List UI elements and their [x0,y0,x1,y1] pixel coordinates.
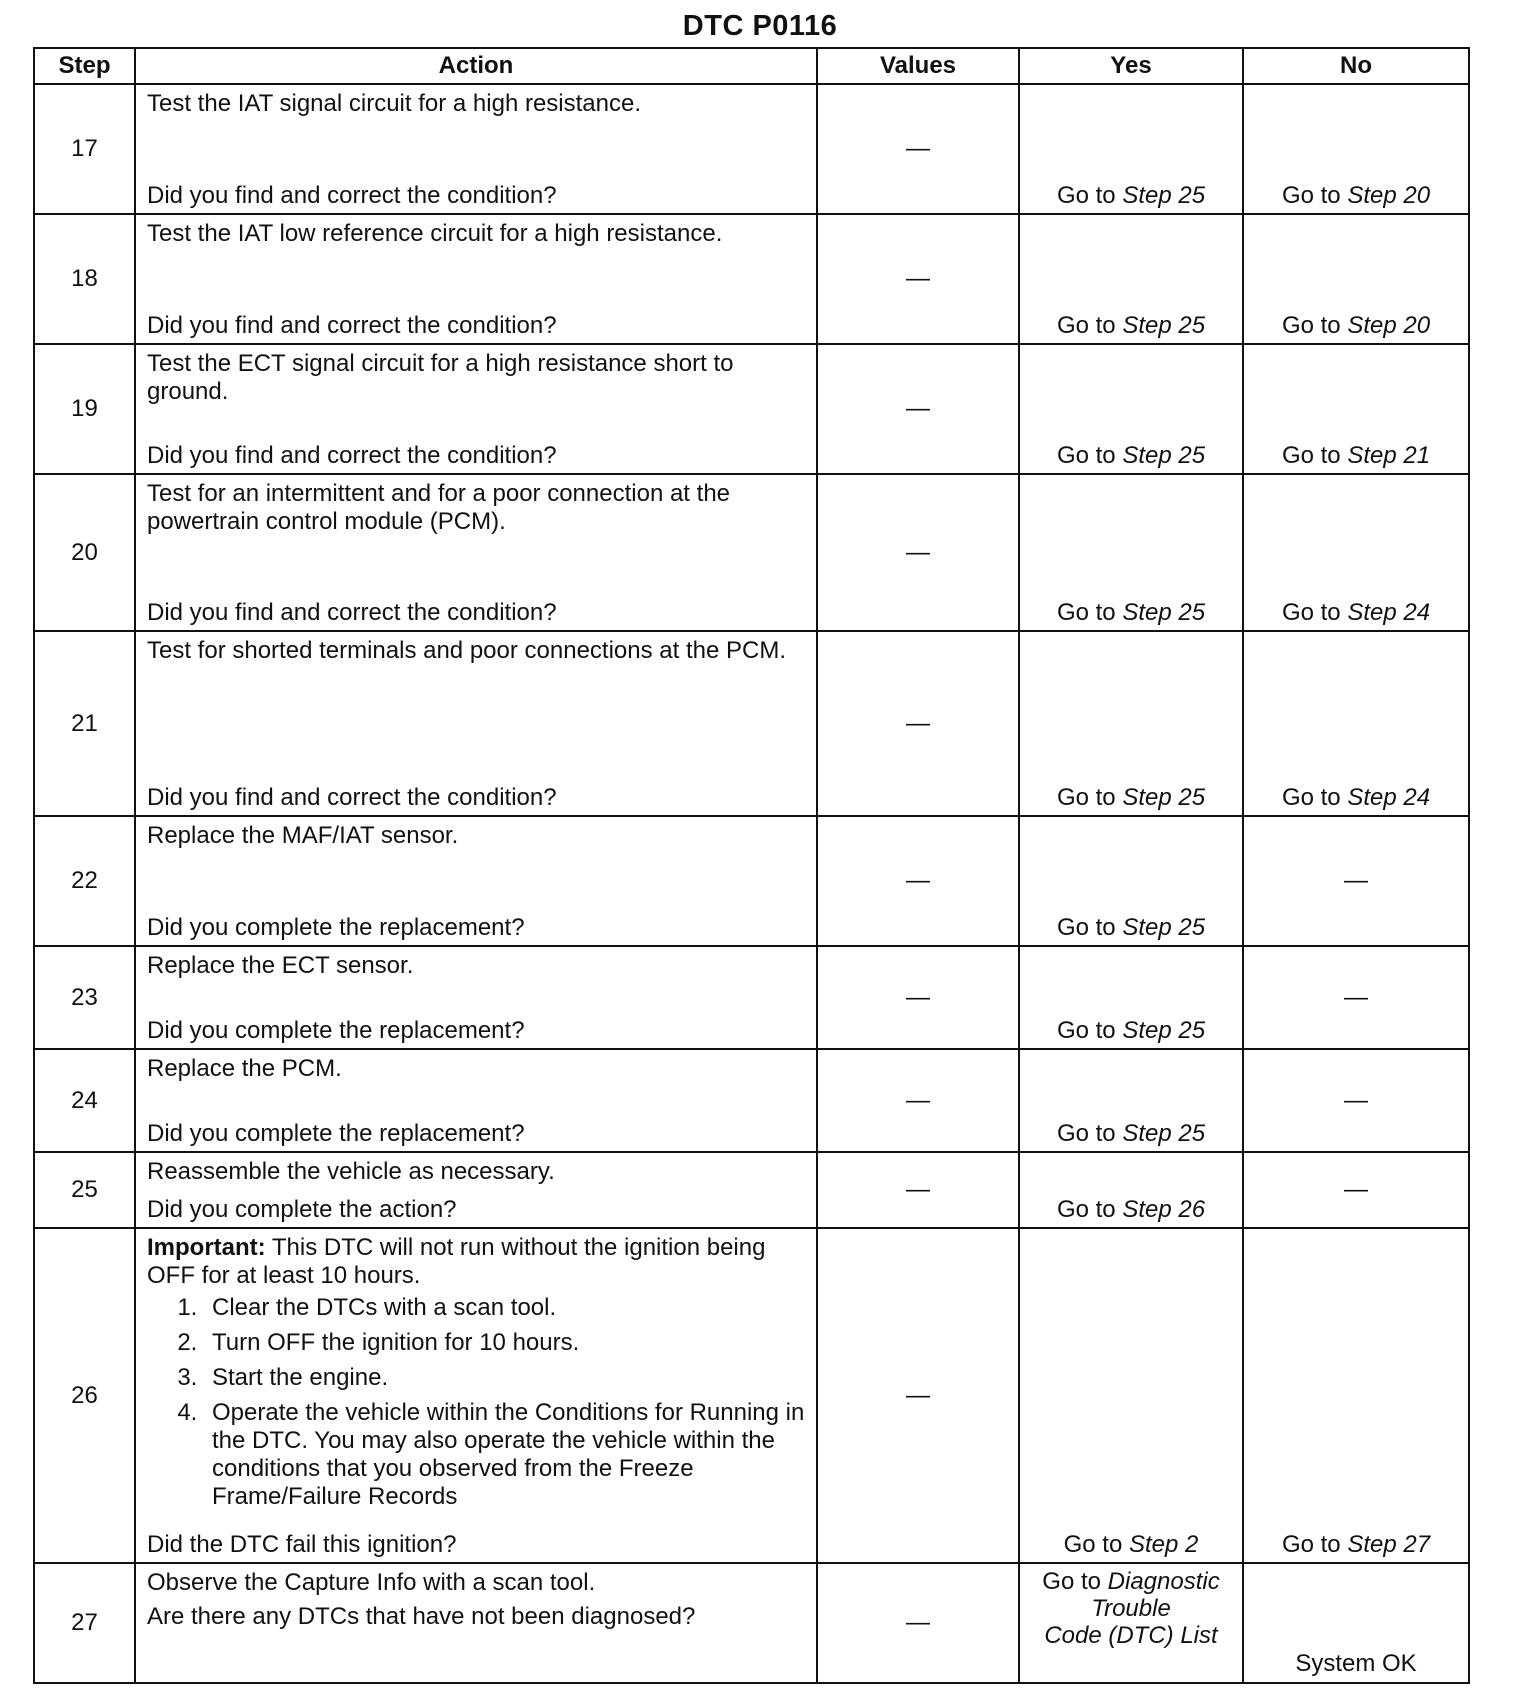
list-item: 4. Operate the vehicle within the Conditions for Running in the DTC. You may also operate the vehicle within the conditions that you observed from the Freeze Frame/Failure Records [204,1399,806,1511]
step-number: 25 [34,1152,135,1228]
action-question: Are there any DTCs that have not been diagnosed? [147,1603,696,1630]
table-row [34,1563,1469,1683]
goto-label: Go to [1056,599,1116,626]
header-no: No [1243,48,1469,84]
yes-target[interactable]: Step 25 [1122,1017,1206,1044]
action-cell [135,1228,817,1563]
action-text: Replace the MAF/IAT sensor. [147,822,459,849]
no-cell: — [1243,946,1469,1049]
no-cell [1243,631,1469,816]
action-cell [135,214,817,344]
header-row [34,48,1469,84]
action-cell [135,946,817,1049]
diagnostic-table [33,47,1470,1684]
no-cell: — [1243,1049,1469,1152]
action-question: Did you find and correct the condition? [147,182,557,209]
no-cell: — [1243,1152,1469,1228]
step-number: 22 [34,816,135,946]
goto-label: Go to [1281,1531,1341,1558]
yes-target[interactable]: Step 2 [1128,1531,1199,1558]
table-row [34,1228,1469,1563]
goto-label: Go to [1056,182,1116,209]
values-cell: — [817,1049,1019,1152]
table-row [34,214,1469,344]
yes-cell [1019,344,1243,474]
action-cell [135,344,817,474]
goto-label: Go to [1281,182,1341,209]
action-text: Reassemble the vehicle as necessary. [147,1158,555,1185]
action-cell [135,1152,817,1228]
step-number: 20 [34,474,135,631]
yes-target-line3[interactable]: Code (DTC) List [1044,1622,1218,1649]
step-number: 17 [34,84,135,214]
table-row [34,946,1469,1049]
action-cell [135,474,817,631]
header-values: Values [817,48,1019,84]
values-cell: — [817,84,1019,214]
goto-label: Go to [1056,312,1116,339]
table-row [34,1049,1469,1152]
values-cell: — [817,474,1019,631]
important-text: This DTC will not run without the ignition being OFF for at least 10 hours. [147,1234,766,1289]
yes-cell [1019,84,1243,214]
step-number: 26 [34,1228,135,1563]
list-item: 3. Start the engine. [204,1364,806,1392]
action-cell [135,84,817,214]
values-cell: — [817,1563,1019,1683]
step-number: 23 [34,946,135,1049]
action-question: Did you complete the replacement? [147,914,525,941]
action-question: Did you complete the action? [147,1196,457,1223]
yes-cell [1019,631,1243,816]
action-text: Test for shorted terminals and poor connections at the PCM. [147,637,786,664]
header-action: Action [135,48,817,84]
goto-label: Go to [1281,312,1341,339]
procedure-list [147,1294,806,1511]
table-row [34,344,1469,474]
no-cell [1243,214,1469,344]
list-item: 2. Turn OFF the ignition for 10 hours. [204,1329,806,1357]
action-question: Did the DTC fail this ignition? [147,1531,457,1558]
header-step: Step [34,48,135,84]
action-question: Did you complete the replacement? [147,1017,525,1044]
goto-label: Go to [1056,1017,1116,1044]
yes-target[interactable]: Diagnostic [1107,1568,1220,1595]
yes-target-line2[interactable]: Trouble [1091,1595,1171,1622]
important-label: Important: [147,1234,266,1261]
goto-label: Go to [1056,914,1116,941]
action-cell [135,631,817,816]
action-text: Replace the PCM. [147,1055,342,1082]
goto-label: Go to [1056,442,1116,469]
values-cell: — [817,816,1019,946]
yes-target[interactable]: Step 25 [1122,599,1206,626]
yes-cell [1019,1228,1243,1563]
page-title: DTC P0116 [682,10,838,42]
action-question: Did you find and correct the condition? [147,599,557,626]
yes-cell [1019,946,1243,1049]
no-target[interactable]: Step 20 [1347,312,1431,339]
no-cell [1243,344,1469,474]
action-text: Replace the ECT sensor. [147,952,414,979]
yes-target[interactable]: Step 25 [1122,182,1206,209]
values-cell: — [817,214,1019,344]
step-number: 18 [34,214,135,344]
values-cell: — [817,344,1019,474]
yes-cell [1019,1152,1243,1228]
yes-target[interactable]: Step 25 [1122,914,1206,941]
goto-label: Go to [1042,1568,1101,1595]
action-text: Test the IAT low reference circuit for a high resistance. [147,220,723,247]
step-number: 21 [34,631,135,816]
no-cell [1243,1228,1469,1563]
yes-cell [1019,1563,1243,1683]
action-cell [135,816,817,946]
action-text: Test the ECT signal circuit for a high resistance short to ground. [147,350,734,405]
yes-cell [1019,1049,1243,1152]
action-text: Observe the Capture Info with a scan tool. [147,1569,596,1596]
no-cell [1243,474,1469,631]
table-row [34,816,1469,946]
step-number: 19 [34,344,135,474]
action-question: Did you find and correct the condition? [147,312,557,339]
step-number: 24 [34,1049,135,1152]
yes-cell [1019,816,1243,946]
table-row [34,84,1469,214]
no-target[interactable]: Step 20 [1347,182,1431,209]
no-cell [1243,84,1469,214]
action-question: Did you find and correct the condition? [147,442,557,469]
table-row [34,474,1469,631]
values-cell: — [817,1228,1019,1563]
yes-cell [1019,214,1243,344]
yes-target[interactable]: Step 25 [1122,312,1206,339]
goto-label: Go to [1056,1196,1116,1223]
goto-label: Go to [1056,784,1116,811]
no-target[interactable]: Step 21 [1347,442,1431,469]
goto-label: Go to [1281,784,1341,811]
values-cell: — [817,1152,1019,1228]
goto-label: Go to [1063,1531,1123,1558]
goto-label: Go to [1281,442,1341,469]
table-row [34,1152,1469,1228]
action-cell [135,1049,817,1152]
action-cell [135,1563,817,1683]
yes-target[interactable]: Step 26 [1122,1196,1206,1223]
yes-target[interactable]: Step 25 [1122,1120,1206,1147]
no-cell: System OK [1243,1563,1469,1683]
no-cell: — [1243,816,1469,946]
no-target[interactable]: Step 24 [1347,784,1431,811]
no-target[interactable]: Step 24 [1347,599,1431,626]
values-cell: — [817,946,1019,1049]
action-text: Test for an intermittent and for a poor connection at the powertrain control module (PCM). [147,480,731,535]
no-target[interactable]: Step 27 [1347,1531,1431,1558]
list-item: 1. Clear the DTCs with a scan tool. [204,1294,806,1322]
step-number: 27 [34,1563,135,1683]
yes-target[interactable]: Step 25 [1122,784,1206,811]
action-question: Did you find and correct the condition? [147,784,557,811]
yes-cell [1019,474,1243,631]
yes-target[interactable]: Step 25 [1122,442,1206,469]
goto-label: Go to [1281,599,1341,626]
goto-label: Go to [1056,1120,1116,1147]
table-row [34,631,1469,816]
header-yes: Yes [1019,48,1243,84]
action-text: Test the IAT signal circuit for a high resistance. [147,90,642,117]
values-cell: — [817,631,1019,816]
action-question: Did you complete the replacement? [147,1120,525,1147]
